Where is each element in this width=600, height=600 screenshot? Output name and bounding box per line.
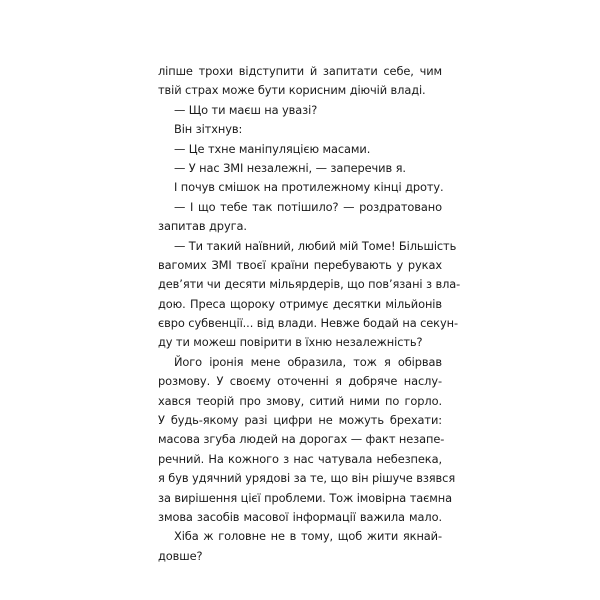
text-line-3: — Що ти маєш на увазі? — [174, 102, 318, 117]
text-line-15: ду ти можеш повірити в їхню незалежність? — [158, 335, 423, 350]
text-line-10: — Ти такий наївний, любий мій Томе! Більшість — [174, 238, 457, 253]
text-line-21: речний. На кожного з нас чатувала небезпека, — [158, 451, 442, 466]
text-line-7: І почув смішок на протилежному кінці дроту. — [174, 180, 444, 195]
text-line-18: хався теорій про змову, ситий ними по горло. — [158, 393, 442, 408]
text-line-26: довше? — [158, 548, 203, 563]
text-line-12: дев’яти чи десяти мільярдерів, що пов’язані з вла- — [158, 277, 461, 292]
text-line-6: — У нас ЗМІ незалежні, — заперечив я. — [174, 160, 406, 175]
body-text — [158, 62, 461, 566]
text-line-1: ліпше трохи відступити й запитати себе, чим — [158, 64, 442, 78]
text-line-11: вагомих ЗМІ твоєї країни перебувають у руках — [158, 257, 442, 272]
text-line-5: — Це тхне маніпуляцією масами. — [174, 141, 371, 156]
text-line-24: змова засобів масової інформації важила мало. — [158, 509, 442, 524]
text-line-8: — І що тебе так потішило? — роздратовано — [174, 199, 442, 214]
text-line-16: Його іронія мене образила, тож я обірвав — [174, 354, 442, 369]
text-line-23: за вирішення цієї проблеми. Тож імовірна таємна — [158, 490, 452, 505]
text-line-22: я був удячний урядові за те, що він рішуче взявся — [158, 471, 456, 486]
text-line-14: євро субвенції... від влади. Невже бодай на секун- — [158, 316, 458, 331]
text-line-4: Він зітхнув: — [174, 122, 243, 137]
text-line-9: запитав друга. — [158, 219, 247, 234]
text-line-2: твій страх може бути корисним діючій владі. — [158, 83, 426, 98]
text-line-13: дою. Преса щороку отримує десятки мільйонів — [158, 296, 442, 311]
text-line-19: У будь-якому разі цифри не можуть брехати: — [158, 413, 442, 428]
text-line-17: розмову. У своєму оточенні я добряче наслу- — [158, 374, 442, 389]
text-line-25: Хіба ж головне не в тому, щоб жити якнай- — [174, 529, 442, 544]
text-line-20: масова згуба людей на дорогах — факт незапе- — [158, 432, 445, 447]
